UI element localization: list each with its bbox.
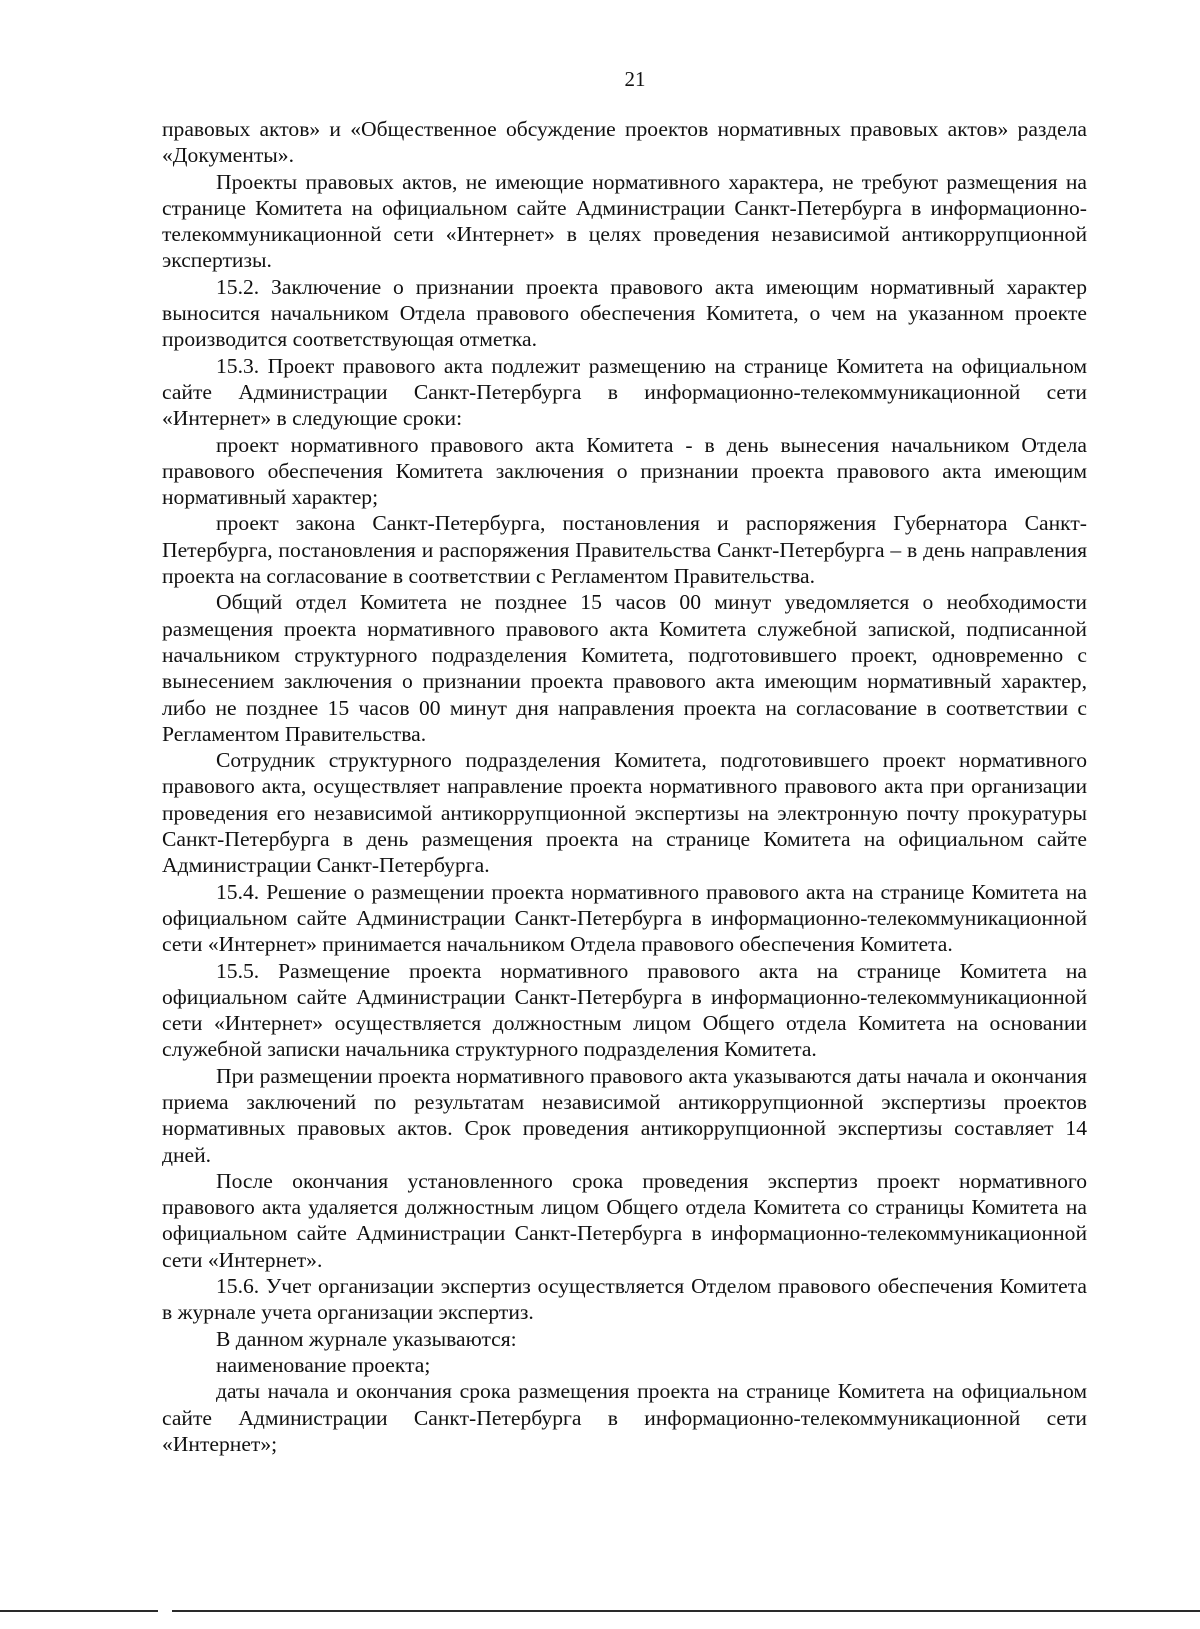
paragraph-15-3: 15.3. Проект правового акта подлежит размещению на странице Комитета на официальном сайте Администрации Санкт-Петербурга в информационно-телекоммуникационной сети «Интернет» в следующие сроки: — [162, 353, 1087, 431]
paragraph-15-5: 15.5. Размещение проекта нормативного правового акта на странице Комитета на официальном сайте Администрации Санкт-Петербурга в информационно-телекоммуникационной сети «Интернет» осуществляется должностным лицом Общего отдела Комитета на основании служебной записки начальника структурного подразделения Комитета. — [162, 958, 1087, 1062]
document-body — [162, 116, 1087, 1457]
paragraph-employee-sends-project: Сотрудник структурного подразделения Комитета, подготовившего проект нормативного правового акта, осуществляет направление проекта нормативного правового акта при организации проведения его независимой антикоррупционной экспертизы на электронную почту прокуратуры Санкт-Петербурга в день размещения проекта на странице Комитета на официальном сайте Администрации Санкт-Петербурга. — [162, 748, 1087, 878]
page-number: 21 — [624, 67, 646, 91]
bottom-scan-edge-line — [0, 1610, 1200, 1612]
paragraph-journal-item-name: наименование проекта; — [216, 1352, 431, 1377]
bottom-scan-edge-gap — [158, 1609, 172, 1613]
paragraph-continuation: правовых актов» и «Общественное обсуждение проектов нормативных правовых актов» раздела «Документы». — [162, 117, 1087, 168]
paragraph-general-department-notice: Общий отдел Комитета не позднее 15 часов 00 минут уведомляется о необходимости размещения проекта нормативного правового акта Комитета служебной запиской, подписанной начальником структурного подразделения Комитета, подготовившего проект, одновременно с вынесением заключения о признании проекта правового акта имеющим нормативный характер, либо не позднее 15 часов 00 минут дня направления проекта на согласование в соответствии с Регламентом Правительства. — [162, 590, 1087, 746]
paragraph-15-3-item-committee-act: проект нормативного правового акта Комитета - в день вынесения начальником Отдела правового обеспечения Комитета заключения о признании проекта правового акта имеющим нормативный характер; — [162, 432, 1087, 510]
paragraph-non-normative-projects: Проекты правовых актов, не имеющие нормативного характера, не требуют размещения на странице Комитета на официальном сайте Администрации Санкт-Петербурга в информационно-телекоммуникационной сети «Интернет» в целях проведения независимой антикоррупционной экспертизы. — [162, 169, 1087, 273]
paragraph-journal-contents: В данном журнале указываются: — [216, 1326, 517, 1351]
paragraph-15-6: 15.6. Учет организации экспертиз осуществляется Отделом правового обеспечения Комитета в журнале учета организации экспертиз. — [162, 1274, 1087, 1325]
paragraph-15-2: 15.2. Заключение о признании проекта правового акта имеющим нормативный характер выносится начальником Отдела правового обеспечения Комитета, о чем на указанном проекте производится соответствующая отметка. — [162, 274, 1087, 352]
paragraph-removal-after-review: После окончания установленного срока проведения экспертиз проект нормативного правового акта удаляется должностным лицом Общего отдела Комитета со страницы Комитета на официальном сайте Администрации Санкт-Петербурга в информационно-телекоммуникационной сети «Интернет». — [162, 1168, 1087, 1272]
paragraph-15-4: 15.4. Решение о размещении проекта нормативного правового акта на странице Комитета на официальном сайте Администрации Санкт-Петербурга в информационно-телекоммуникационной сети «Интернет» принимается начальником Отдела правового обеспечения Комитета. — [162, 879, 1087, 957]
paragraph-dates-of-review: При размещении проекта нормативного правового акта указываются даты начала и окончания приема заключений по результатам независимой антикоррупционной экспертизы проектов нормативных правовых актов. Срок проведения антикоррупционной экспертизы составляет 14 дней. — [162, 1063, 1087, 1167]
paragraph-15-3-item-law-project: проект закона Санкт-Петербурга, постановления и распоряжения Губернатора Санкт-Петербурга, постановления и распоряжения Правительства Санкт-Петербурга – в день направления проекта на согласование в соответствии с Регламентом Правительства. — [162, 511, 1087, 589]
paragraph-journal-item-dates: даты начала и окончания срока размещения проекта на странице Комитета на официальном сайте Администрации Санкт-Петербурга в информационно-телекоммуникационной сети «Интернет»; — [162, 1379, 1087, 1456]
